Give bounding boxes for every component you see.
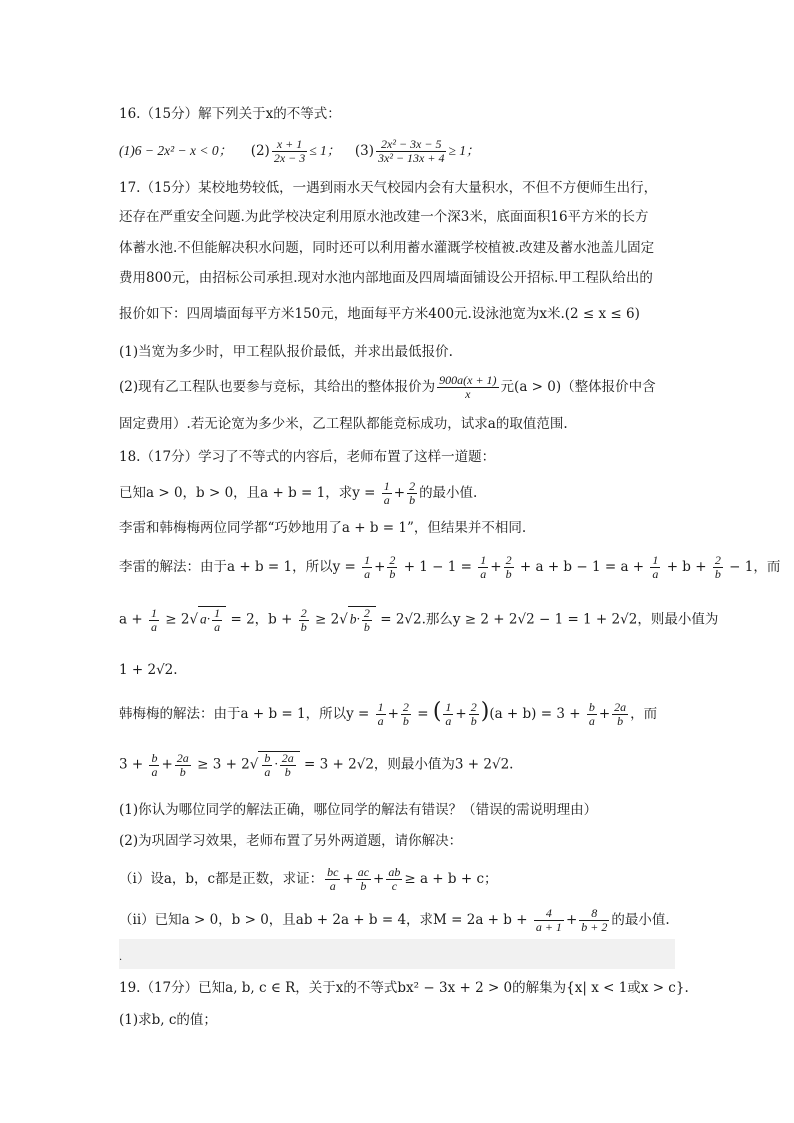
q16-parts (119, 138, 684, 165)
q18-li-post: − 1，而 (724, 559, 781, 575)
q18-li2-a: a + (119, 611, 147, 628)
fraction-ac-over-b: $\frac{ac}{b}$ (357, 865, 370, 893)
sqrt-b-over-a-times-2a-over-b: $\frac{b}{a}$ · $\frac{2a}{b}$ (258, 751, 299, 779)
q19-sub1: (1)求b, c的值； (119, 1012, 217, 1028)
sqrt-symbol: √ (189, 611, 199, 628)
fraction-2-over-b: $\frac{2}{b}$ (470, 700, 477, 728)
q18-sub1: (1)你认为哪位同学的解法正确，哪位同学的解法有错误？（错误的需说明理由） (119, 802, 598, 818)
q18-han-line2: 3 + $\frac{b}{a}$ + $\frac{2a}{b}$ ≥ 3 + 2√ $\frac{b}{a}$ · $\frac{2a}{b}$ = 3 + 2√2，则最小值为3 + 2√2. (119, 750, 514, 779)
q16-part3-den: 3x² − 13x + 4 (378, 151, 445, 165)
fraction-2-over-b: $\frac{2}{b}$ (505, 553, 512, 581)
fraction-1-over-a: $\frac{1}{a}$ (150, 605, 157, 634)
fraction-2-over-b: $\frac{2}{b}$ (714, 553, 721, 581)
q17-sub2-num: 900a(x + 1) (439, 373, 497, 387)
q17-sub2-fraction (437, 374, 498, 401)
q16-part3-rel: ≥ 1； (448, 143, 480, 158)
q18-li-mid3: + b + (662, 559, 711, 575)
q18-li-solution: 李雷的解法：由于a + b = 1，所以y = $\frac{1}{a}$ + $\frac{2}{b}$ + 1 − 1 = $\frac{1}{a}$ + $\frac{2}{b}$ + a + b − 1 = a + $\frac{1}{a}$ + b + $\frac{2}{b}$ − 1，而 (119, 553, 781, 581)
fraction-b-over-a: $\frac{b}{a}$ (588, 700, 595, 728)
q17-line4: 费用800元，由招标公司承担.现对水池内部地面及四周墙面铺设公开招标.甲工程队给出的 (119, 270, 653, 286)
q16-part2-fraction (272, 138, 307, 165)
q18-han-post: ，而 (630, 706, 658, 722)
q17-sub2-line2: 固定费用）.若无论宽为多少米，乙工程队都能竞标成功，试求a的取值范围. (119, 416, 568, 432)
fraction-1-over-a: $\frac{1}{a}$ (652, 553, 659, 581)
q17-line1: 17.（15分）某校地势较低，一遇到雨水天气校园内会有大量积水，不但不方便师生出行， (119, 180, 658, 196)
q17-sub2-post: 元(a > 0)（整体报价中含 (500, 379, 656, 395)
q16-part1: (1)6 − 2x² − x < 0； (119, 143, 233, 158)
fraction-1-over-a: $\frac{1}{a}$ (364, 553, 371, 581)
q18-sub2-i: （i）设a，b，c都是正数，求证： $\frac{bc}{a}$ + $\frac{ac}{b}$ + $\frac{ab}{c}$ ≥ a + b + c； (119, 865, 498, 893)
fraction-2-over-b: $\frac{2}{b}$ (402, 700, 409, 728)
q16-header (119, 104, 684, 124)
fraction-1-over-a: $\frac{1}{a}$ (480, 553, 487, 581)
q18-ii-post: 的最小值. (611, 912, 670, 928)
q18-sub2-ii: （ii）已知a > 0，b > 0，且ab + 2a + b = 4，求M = 2a + b + $\frac{4}{a + 1}$ + $\frac{8}{b + 2}$ 的最小值. (119, 906, 670, 934)
q18-li-line3: 1 + 2√2. (119, 662, 178, 678)
fraction-4-over-a-plus-1: $\frac{4}{a + 1}$ (535, 906, 562, 934)
q18-header: 18.（17分）学习了不等式的内容后，老师布置了这样一道题： (119, 449, 496, 465)
q18-han2-b: ≥ 3 + 2 (192, 756, 250, 773)
fraction-1-over-a: $\frac{1}{a}$ (383, 479, 390, 507)
q17-sub1: (1)当宽为多少时，甲工程队报价最低，并求出最低报价. (119, 344, 453, 360)
q18-sub2: (2)为巩固学习效果，老师布置了另外两道题，请你解决： (119, 833, 463, 849)
q17-line2: 还存在严重安全问题.为此学校决定利用原水池改建一个深3米，底面面积16平方米的长方 (119, 209, 649, 225)
q18-given-post: 的最小值. (419, 485, 478, 501)
left-paren: ( (432, 699, 442, 724)
fraction-2a-over-b: $\frac{2a}{b}$ (614, 700, 627, 728)
q16-part3-label: (3) (354, 143, 375, 159)
q18-i-pre: （i）设a，b，c都是正数，求证： (119, 871, 324, 887)
q18-li2-c: = 2，b + (226, 611, 297, 628)
q17-sub2 (119, 374, 684, 401)
q18-han-pre: 韩梅梅的解法：由于a + b = 1，所以y = (119, 706, 374, 722)
q18-li-mid1: + 1 − 1 = (399, 559, 477, 575)
fraction-ab-over-c: $\frac{ab}{c}$ (388, 865, 401, 893)
fraction-2-over-b: $\frac{2}{b}$ (300, 605, 307, 634)
fraction-2-over-b: $\frac{2}{b}$ (389, 553, 396, 581)
q18-ii-pre: （ii）已知a > 0，b > 0，且ab + 2a + b = 4，求M = 2a + b + (119, 912, 532, 928)
fraction-1-over-a: $\frac{1}{a}$ (377, 700, 384, 728)
q16-part2-rel: ≤ 1； (309, 143, 341, 158)
q16-part2-den: 2x − 3 (273, 151, 306, 165)
q17-line5: 报价如下：四周墙面每平方米150元，地面每平方米400元.设泳池宽为x米.(2 ≤ x ≤ 6) (119, 306, 640, 322)
fraction-2-over-b: $\frac{2}{b}$ (409, 479, 416, 507)
q17-sub2-text: (2)现有乙工程队也要参与竞标，其给出的整体报价为 (119, 379, 436, 395)
q18-i-post: ≥ a + b + c； (404, 871, 498, 887)
q16-part3-fraction (376, 138, 446, 165)
q18-dot: . (119, 952, 123, 963)
fraction-8-over-b-plus-2: $\frac{8}{b + 2}$ (581, 906, 608, 934)
q18-li2-d: = 2√2.那么y ≥ 2 + 2√2 − 1 = 1 + 2√2，则最小值为 (375, 611, 719, 628)
q18-li-pre: 李雷的解法：由于a + b = 1，所以y = (119, 559, 361, 575)
q18-li-line2: a + $\frac{1}{a}$ ≥ 2√ a· $\frac{1}{a}$ = 2，b + $\frac{2}{b}$ ≥ 2√ b· $\frac{2}{b}$ = 2√2.那么y ≥ 2 + 2√2 − 1 = 1 + 2√2，则最小值为 (119, 605, 719, 634)
fraction-2a-over-b: $\frac{2a}{b}$ (176, 750, 189, 779)
q18-li2-b: ≥ 2 (160, 611, 190, 628)
sqrt-a-times-1-over-a: a· $\frac{1}{a}$ (198, 606, 226, 634)
q18-li-mid2: + a + b − 1 = a + (515, 559, 649, 575)
sqrt-symbol: √ (339, 611, 348, 628)
right-paren: ) (480, 699, 490, 724)
fraction-bc-over-a: $\frac{bc}{a}$ (327, 865, 339, 893)
q19-header: 19.（17分）已知a, b, c ∈ R，关于x的不等式bx² − 3x + 2 > 0的解集为{x| x < 1或x > c}. (119, 980, 689, 996)
q17-sub2-den: x (465, 387, 471, 401)
q16-header-text: 16.（15分）解下列关于x的不等式： (119, 106, 341, 122)
sqrt-b-times-2-over-b: b· $\frac{2}{b}$ (348, 606, 376, 634)
q18-han2-c: = 3 + 2√2，则最小值为3 + 2√2. (299, 756, 514, 773)
q17-line3: 体蓄水池.不但能解决积水问题，同时还可以利用蓄水灌溉学校植被.改建及蓄水池盖儿固定 (119, 240, 655, 256)
q16-part2-label: (2) (250, 143, 270, 159)
q18-given: 已知a > 0，b > 0，且a + b = 1，求y = $\frac{1}{a}$ + $\frac{2}{b}$ 的最小值. (119, 479, 478, 507)
q18-given-text: 已知a > 0，b > 0，且a + b = 1，求y = (119, 485, 380, 501)
fraction-b-over-a: $\frac{b}{a}$ (151, 750, 158, 779)
q16-part3-num: 2x² − 3x − 5 (376, 138, 446, 152)
q16-part2-num: x + 1 (272, 138, 307, 152)
sqrt-symbol: √ (249, 756, 259, 773)
q18-intro: 李雷和韩梅梅两位同学都“巧妙地用了a + b = 1”，但结果并不相同. (119, 520, 527, 536)
fraction-1-over-a: $\frac{1}{a}$ (445, 700, 452, 728)
q18-han-mid: (a + b) = 3 + (489, 706, 585, 722)
q18-han2-a: 3 + (119, 756, 148, 773)
q18-han-solution: 韩梅梅的解法：由于a + b = 1，所以y = $\frac{1}{a}$ + $\frac{2}{b}$ = ( $\frac{1}{a}$ + $\frac{2}{b}$ )(a + b) = 3 + $\frac{b}{a}$ + $\frac{2a}{b}$ ，而 (119, 699, 658, 728)
